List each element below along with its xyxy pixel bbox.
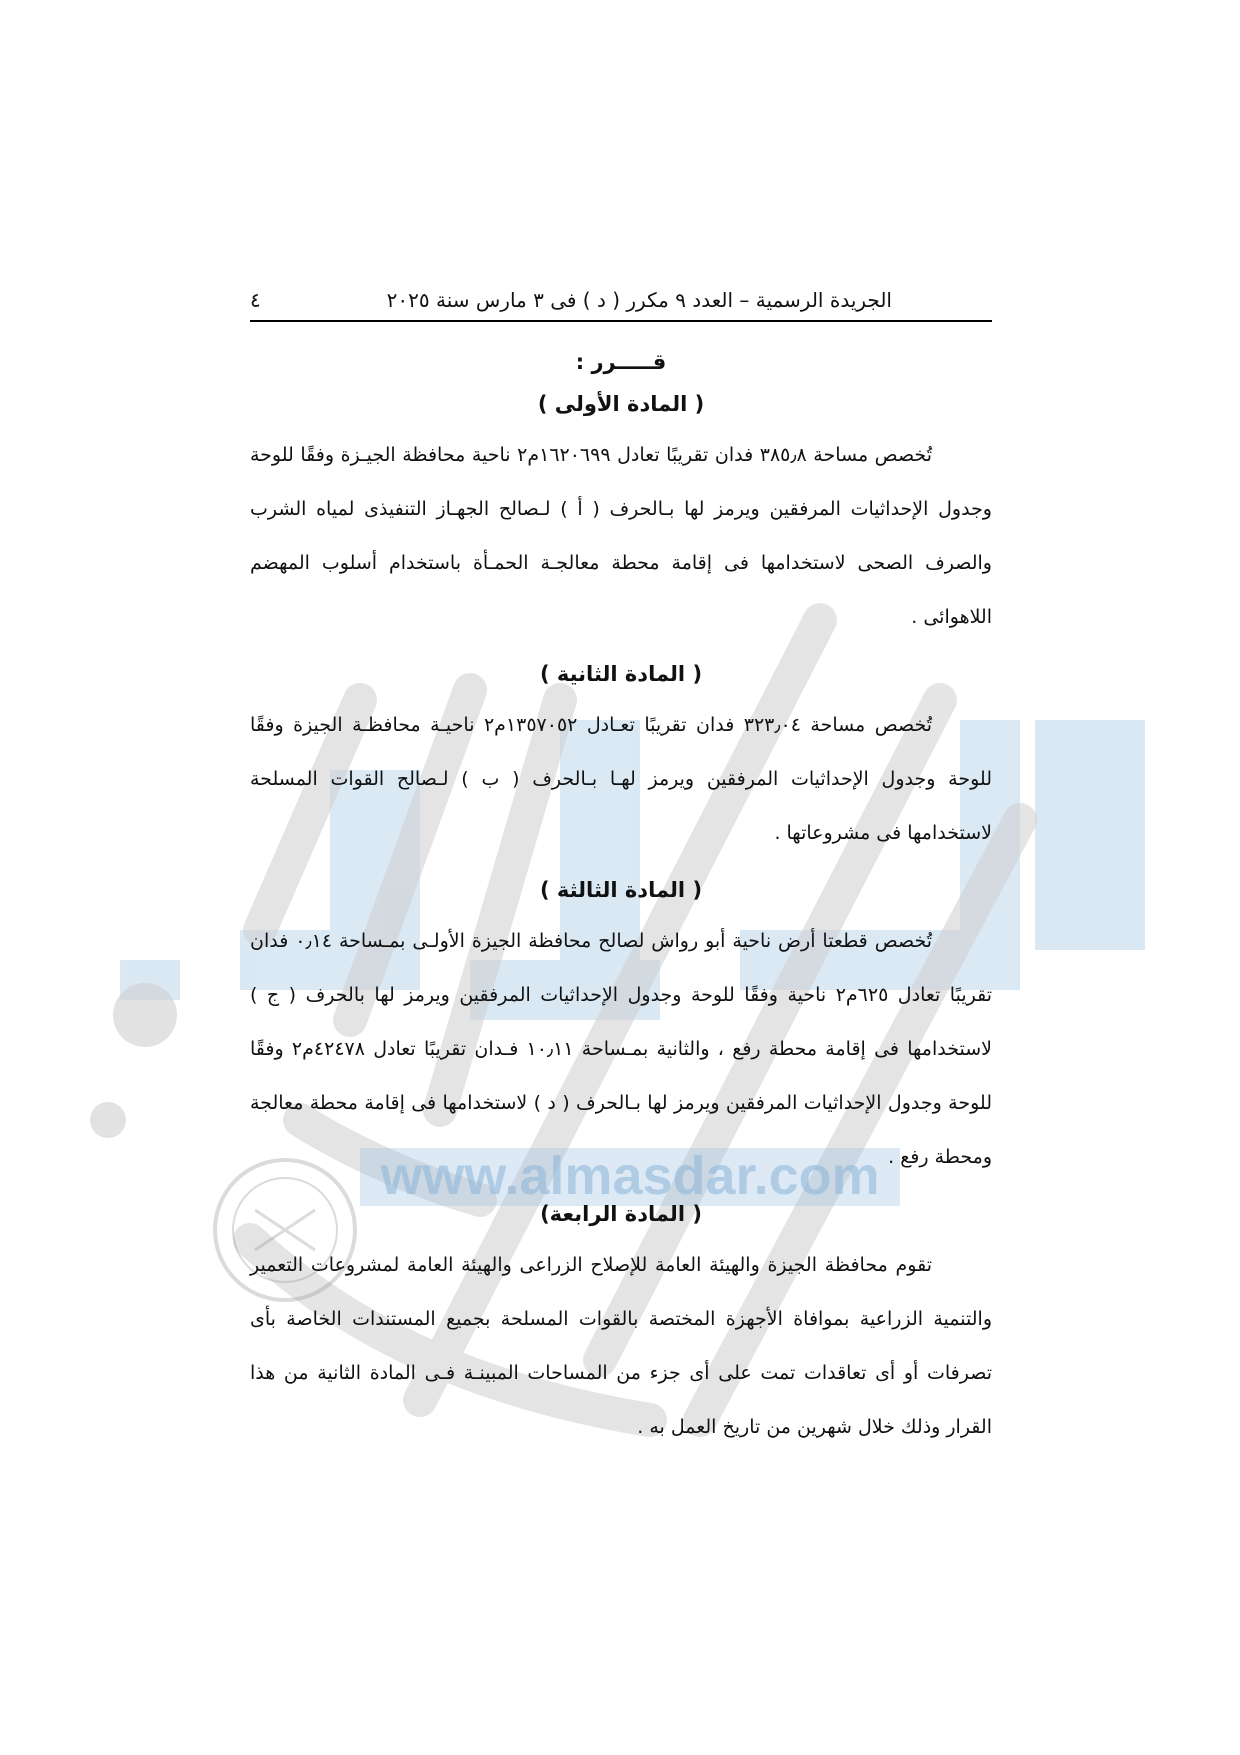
article-1 [250,392,992,644]
article-title: ( المادة الثالثة ) [539,878,703,902]
article-3 [250,878,992,1184]
article-body: تُخصص قطعتا أرض ناحية أبو رواش لصالح محافظة الجيزة الأولـى بمـساحة ٠٫١٤ فدان تقريبًا تعادل ٦٢٥م٢ ناحية وفقًا للوحة وجدول الإحداثيات المرفقين ويرمز لها بالحرف ( ج ) لاستخدامها فى إقامة محطة رفع ، والثانية بمـساحة ١٠٫١١ فـدان تقريبًا تعادل ٤٢٤٧٨م٢ وفقًا للوحة وجدول الإحداثيات المرفقين ويرمز لها بـالحرف ( د ) لاستخدامها فى إقامة محطة معالجة ومحطة رفع . [250,930,992,1168]
article-title: ( المادة الأولى ) [537,392,705,416]
article-title: ( المادة الثانية ) [539,662,703,686]
article-body: تُخصص مساحة ٣٨٥٫٨ فدان تقريبًا تعادل ١٦٢٠٦٩٩م٢ ناحية محافظة الجيـزة وفقًا للوحة وجدول الإحداثيات المرفقين ويرمز لها بـالحرف ( أ ) لـصالح الجهـاز التنفيذى لمياه الشرب والصرف الصحى لاستخدامها فى إقامة محطة معالجـة الحمـأة باستخدام أسلوب المهضم اللاهوائى . [250,444,992,628]
page-header [250,280,992,322]
article-4 [250,1202,992,1454]
decision-label: قـــــرر : [575,350,667,374]
page-number: ٤ [250,288,261,312]
gazette-page [250,280,992,1454]
watermark-site-text: www.almasdar.com [380,1146,880,1206]
article-body: تقوم محافظة الجيزة والهيئة العامة للإصلاح الزراعى والهيئة العامة لمشروعات التعمير والتنمية الزراعية بموافاة الأجهزة المختصة بالقوات المسلحة بجميع المستندات الخاصة بأى تصرفات أو أى تعاقدات تمت على أى جزء من المساحات المبينـة فـى المادة الثانية من هذا القرار وذلك خلال شهرين من تاريخ العمل به . [250,1254,992,1438]
article-body: تُخصص مساحة ٣٢٣٫٠٤ فدان تقريبًا تعـادل ١٣٥٧٠٥٢م٢ ناحيـة محافظـة الجيزة وفقًا للوحة وجدول الإحداثيات المرفقين ويرمز لهـا بـالحرف ( ب ) لـصالح القوات المسلحة لاستخدامها فى مشروعاتها . [250,714,992,844]
article-title: ( المادة الرابعة) [540,1202,702,1226]
watermark-dot [113,983,177,1047]
watermark-dot-small [90,1102,126,1138]
gazette-title: الجريدة الرسمية – العدد ٩ مكرر ( د ) فى ٣ مارس سنة ٢٠٢٥ [386,288,892,312]
article-2 [250,662,992,860]
